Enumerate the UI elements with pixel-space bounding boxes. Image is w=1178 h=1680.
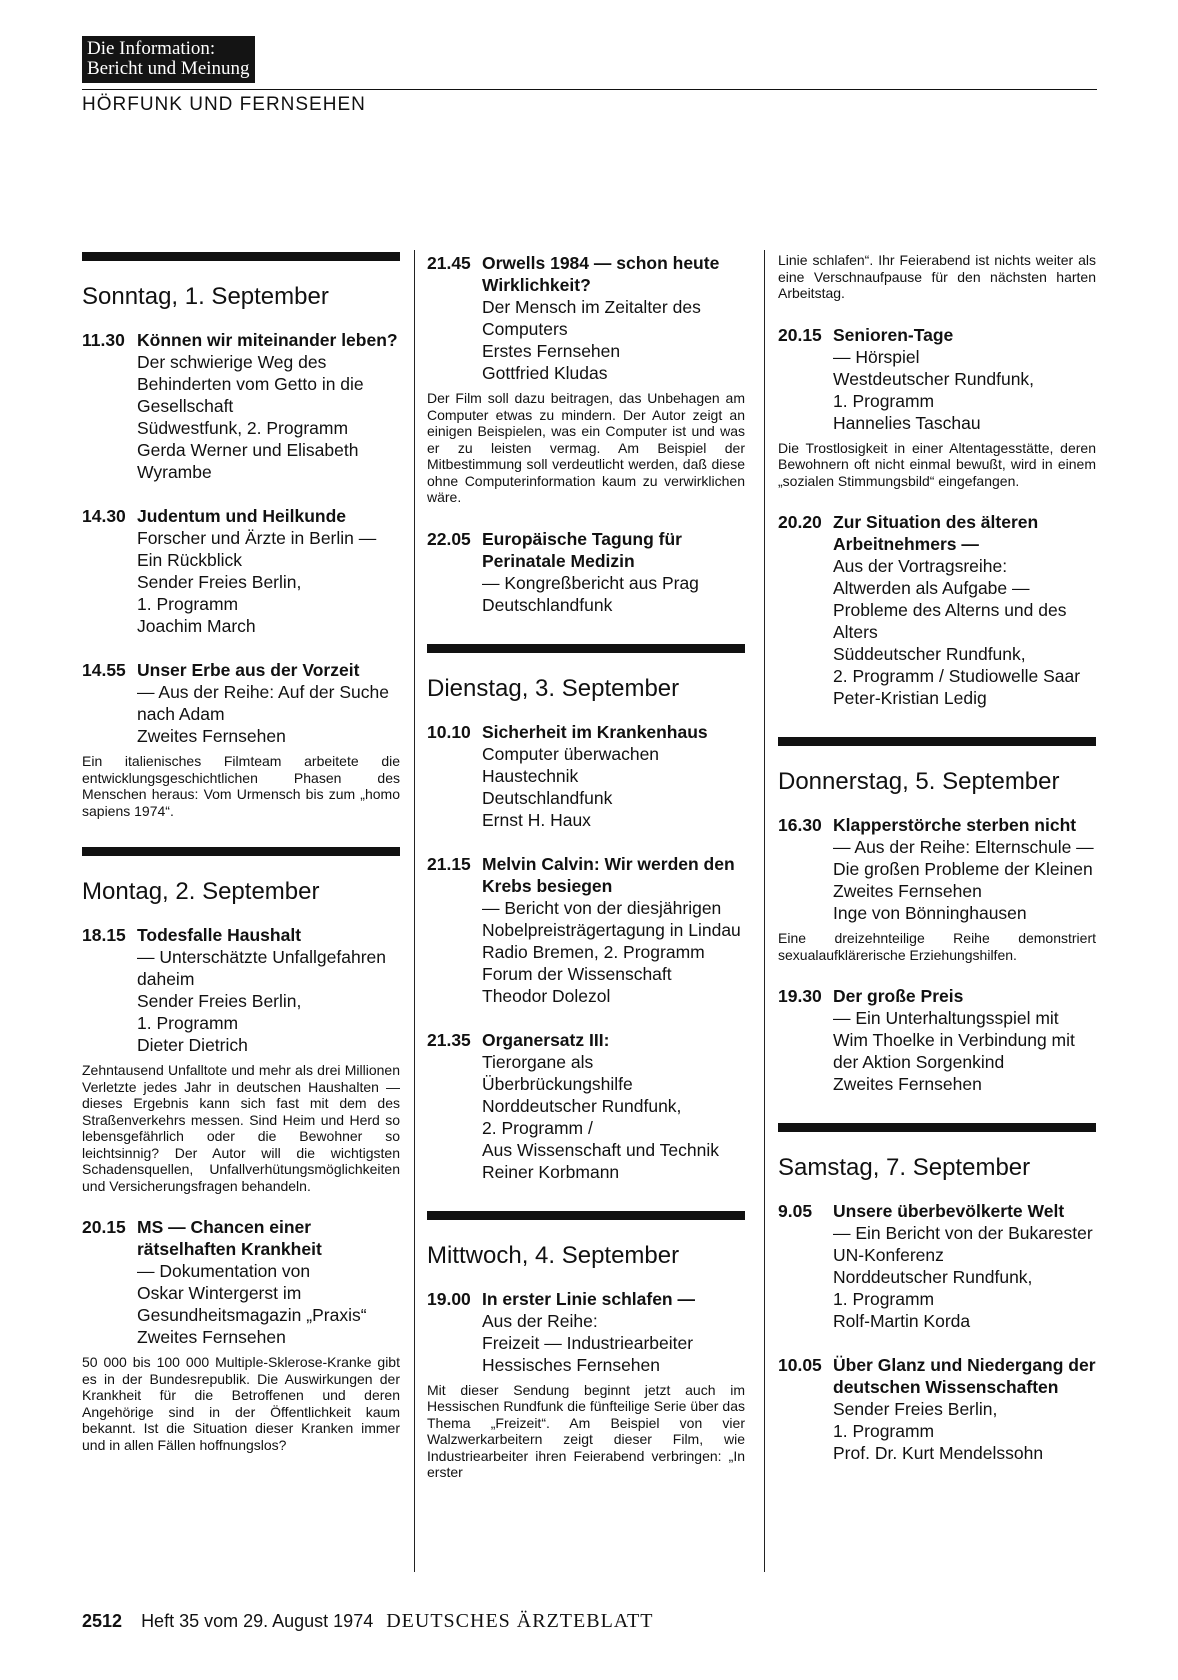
day-heading-mittwoch: Mittwoch, 4. September: [427, 1241, 680, 1269]
program-entry: [427, 252, 745, 384]
entry-line: Joachim March: [137, 616, 256, 636]
entry-title: Klapperstörche sterben nicht: [833, 815, 1077, 835]
program-entry: [82, 924, 400, 1056]
entry-time: 19.00: [427, 1288, 471, 1309]
entry-time: 20.15: [778, 324, 822, 345]
program-entry: [778, 324, 1096, 434]
entry-time: 21.15: [427, 853, 471, 874]
entry-line: Sender Freies Berlin,: [833, 1399, 998, 1419]
entry-line: Forum der Wissenschaft: [482, 963, 672, 984]
day-divider-bar: [82, 847, 400, 856]
entry-line: 2. Programm /: [482, 1117, 593, 1138]
program-entry: [778, 1200, 1096, 1332]
entry-title: Über Glanz und Niedergang der deutschen Wissenschaften: [833, 1355, 1096, 1397]
program-entry: [427, 721, 745, 831]
entry-line: Erstes Fernsehen: [482, 341, 621, 361]
entry-title: Sicherheit im Krankenhaus: [482, 721, 708, 742]
entry-line: Altwerden als Aufgabe — Probleme des Alterns und des Alters: [833, 578, 1067, 642]
entry-description: Mit dieser Sendung beginnt jetzt auch im Hessischen Rundfunk die fünfteilige Serie über das Thema „Freizeit“. Am Beispiel von vier Walzwerkarbeitern zeigt dieser Film, wie Industriearbeiter ihren Feierabend verbringen: „In erster: [427, 1381, 745, 1480]
entry-line: 1. Programm: [137, 1013, 239, 1033]
entry-title: Unser Erbe aus der Vorzeit: [137, 660, 360, 680]
entry-line: Ernst H. Haux: [482, 809, 591, 830]
entry-description-continued: Linie schlafen“. Ihr Feierabend ist nichts weiter als eine Verschnaufpause für den nächsten harten Arbeitstag.: [778, 252, 1096, 301]
column-separator: [764, 250, 765, 1572]
program-entry: [778, 511, 1096, 709]
entry-line: Deutschlandfunk: [482, 594, 613, 615]
entry-line: 1. Programm: [833, 390, 935, 411]
entry-line: Radio Bremen, 2. Programm: [482, 941, 705, 962]
program-entry: [427, 528, 745, 616]
entry-title: Melvin Calvin: Wir werden den Krebs besiegen: [482, 853, 735, 896]
column-3: [778, 252, 1096, 1464]
masthead: [82, 36, 255, 83]
entry-line: Aus Wissenschaft und Technik: [482, 1139, 720, 1160]
masthead-line-1: Die Information:: [87, 38, 216, 59]
entry-time: 10.05: [778, 1355, 822, 1375]
entry-description: Der Film soll dazu beitragen, das Unbehagen am Computer etwas zu mindern. Der Autor zeigt an einigen Beispielen, was ein Computer ist und was er zu leisten vermag. Am Beispiel der Mitbestimmung soll verdeutlicht werden, daß diese ohne Computerinformation kaum zu verwirklichen wäre.: [427, 390, 745, 505]
entry-line: — Ein Bericht von der Bukarester UN-Konferenz: [833, 1223, 1093, 1265]
entry-line: 1. Programm: [833, 1421, 935, 1441]
entry-line: 1. Programm: [833, 1289, 935, 1309]
entry-line: Südwestfunk, 2. Programm: [137, 418, 349, 438]
day-heading-montag: Montag, 2. September: [82, 878, 320, 905]
entry-line: Aus der Vortragsreihe:: [833, 556, 1008, 576]
entry-line: Der schwierige Weg des Behinderten vom Getto in die Gesellschaft: [137, 352, 364, 416]
entry-line: — Ein Unterhaltungsspiel mit Wim Thoelke in Verbindung mit der Aktion Sorgenkind: [833, 1008, 1075, 1072]
entry-line: — Unterschätzte Unfallgefahren daheim: [137, 947, 387, 989]
program-entry: [427, 853, 745, 1007]
entry-line: Zweites Fernsehen: [833, 881, 982, 901]
entry-line: Gottfried Kludas: [482, 363, 608, 383]
entry-line: Rolf-Martin Korda: [833, 1311, 971, 1331]
entry-line: — Kongreßbericht aus Prag: [482, 572, 699, 593]
entry-line: Prof. Dr. Kurt Mendelssohn: [833, 1443, 1044, 1463]
entry-line: Zweites Fernsehen: [137, 726, 286, 746]
entry-time: 16.30: [778, 815, 822, 835]
header-rule: [82, 89, 1097, 90]
entry-line: Der Mensch im Zeitalter des Computers: [482, 297, 701, 339]
entry-title: Europäische Tagung für Perinatale Medizin: [482, 528, 682, 571]
entry-description: Die Trostlosigkeit in einer Altentagesstätte, deren Bewohnern oft nicht einmal bewußt, wird in einem „sozialen Stimmungsbild“ eingefangen.: [778, 439, 1096, 489]
entry-time: 22.05: [427, 528, 471, 549]
entry-line: — Bericht von der diesjährigen Nobelpreisträgertagung in Lindau: [482, 897, 741, 940]
day-divider-bar: [82, 252, 400, 261]
program-entry: [778, 985, 1096, 1095]
entry-line: — Aus der Reihe: Elternschule — Die großen Probleme der Kleinen: [833, 837, 1094, 879]
entry-title: Der große Preis: [833, 986, 964, 1006]
entry-line: Inge von Bönninghausen: [833, 903, 1027, 923]
entry-line: Computer überwachen Haustechnik: [482, 743, 660, 786]
entry-line: Hessisches Fernsehen: [482, 1354, 660, 1375]
entry-line: — Dokumentation von: [137, 1261, 311, 1281]
entry-description: Ein italienisches Filmteam arbeitete die entwicklungsgeschichtlichen Phasen des Menschen heraus: Vom Urmensch bis zum „homo sapiens 1974“.: [82, 753, 400, 819]
entry-title: Zur Situation des älteren Arbeitnehmers —: [833, 512, 1039, 554]
entry-line: Deutschlandfunk: [482, 787, 613, 808]
program-entry: [82, 505, 400, 637]
section-title: HÖRFUNK UND FERNSEHEN: [82, 94, 366, 115]
entry-title: Senioren-Tage: [833, 324, 954, 345]
entry-time: 14.30: [82, 506, 126, 526]
entry-time: 21.35: [427, 1029, 471, 1050]
entry-description: Zehntausend Unfalltote und mehr als drei Millionen Verletzte jedes Jahr in deutschen Haushalten — dieses Ergebnis kann sich fast mit dem des Straßenverkehrs messen. Sind Heim und Herd so lebensgefährlich oder die Bewohner so leichtsinnig? Der Autor will die wichtigsten Schadensquellen, Unfallverhütungsmöglichkeiten und Versicherungsfragen behandeln.: [82, 1062, 400, 1194]
entry-line: Norddeutscher Rundfunk,: [482, 1095, 682, 1116]
entry-line: 1. Programm: [137, 594, 239, 614]
entry-line: Westdeutscher Rundfunk,: [833, 368, 1035, 389]
day-heading-samstag: Samstag, 7. September: [778, 1154, 1031, 1181]
day-divider-bar: [427, 1211, 745, 1220]
magazine-name: DEUTSCHES ÄRZTEBLATT: [386, 1610, 654, 1632]
program-entry: [778, 814, 1096, 924]
entry-line: Zweites Fernsehen: [137, 1327, 286, 1347]
entry-line: Zweites Fernsehen: [833, 1074, 982, 1094]
entry-time: 19.30: [778, 986, 822, 1006]
entry-line: Gerda Werner und Elisabeth Wyrambe: [137, 440, 359, 482]
entry-line: Dieter Dietrich: [137, 1035, 248, 1055]
entry-line: Oskar Wintergerst im Gesundheitsmagazin „Praxis“: [137, 1283, 367, 1325]
entry-description: 50 000 bis 100 000 Multiple-Sklerose-Kranke gibt es in der Bundesrepublik. Die Auswirkungen der Krankheit für die Betroffenen und deren Angehörige sind in der Öffentlichkeit kaum bekannt. Ist die Situation dieser Kranken immer und in allen Fällen hoffnungslos?: [82, 1354, 400, 1453]
entry-line: Reiner Korbmann: [482, 1161, 620, 1182]
entry-line: Tierorgane als Überbrückungshilfe: [482, 1051, 633, 1094]
entry-title: MS — Chancen einer rätselhaften Krankheit: [137, 1217, 322, 1259]
day-heading-donnerstag: Donnerstag, 5. September: [778, 768, 1060, 795]
day-divider-bar: [778, 1123, 1096, 1132]
entry-time: 14.55: [82, 660, 126, 680]
entry-line: Sender Freies Berlin,: [137, 572, 302, 592]
program-entry: [427, 1029, 745, 1183]
issue-info: Heft 35 vom 29. August 1974: [141, 1611, 374, 1631]
program-entry: [82, 1216, 400, 1348]
column-separator: [414, 250, 415, 1572]
entry-line: Hannelies Taschau: [833, 412, 981, 433]
column-1: [82, 252, 400, 1453]
program-entry: [82, 659, 400, 747]
program-entry: [427, 1288, 745, 1376]
entry-time: 9.05: [778, 1201, 813, 1221]
entry-line: Theodor Dolezol: [482, 985, 611, 1006]
entry-line: Norddeutscher Rundfunk,: [833, 1267, 1033, 1287]
entry-title: Judentum und Heilkunde: [137, 506, 347, 526]
page-footer: [82, 1610, 653, 1633]
entry-time: 20.15: [82, 1217, 126, 1237]
masthead-line-2: Bericht und Meinung: [87, 58, 250, 79]
entry-line: Aus der Reihe:: [482, 1310, 598, 1331]
entry-line: Freizeit — Industriearbeiter: [482, 1332, 694, 1353]
day-heading-sonntag: Sonntag, 1. September: [82, 283, 329, 310]
entry-line: 2. Programm / Studiowelle Saar: [833, 666, 1081, 686]
entry-line: Peter-Kristian Ledig: [833, 688, 987, 708]
entry-time: 10.10: [427, 721, 471, 742]
entry-line: Süddeutscher Rundfunk,: [833, 644, 1026, 664]
day-heading-dienstag: Dienstag, 3. September: [427, 674, 680, 702]
program-entry: [778, 1354, 1096, 1464]
entry-title: Orwells 1984 — schon heute Wirklichkeit?: [482, 253, 720, 295]
entry-title: In erster Linie schlafen —: [482, 1288, 695, 1309]
entry-title: Können wir miteinander leben?: [137, 330, 398, 350]
entry-time: 18.15: [82, 925, 126, 945]
day-divider-bar: [427, 644, 745, 653]
entry-description: Eine dreizehnteilige Reihe demonstriert sexualaufklärerische Erziehungshilfen.: [778, 930, 1096, 963]
entry-line: Forscher und Ärzte in Berlin — Ein Rückblick: [137, 528, 377, 570]
entry-line: — Aus der Reihe: Auf der Suche nach Adam: [137, 682, 389, 724]
entry-line: — Hörspiel: [833, 346, 920, 367]
entry-line: Sender Freies Berlin,: [137, 991, 302, 1011]
column-2: [427, 252, 745, 1481]
day-divider-bar: [778, 737, 1096, 746]
entry-time: 20.20: [778, 512, 822, 532]
entry-title: Organersatz III:: [482, 1029, 610, 1050]
entry-time: 11.30: [82, 330, 125, 350]
entry-time: 21.45: [427, 253, 471, 273]
program-entry: [82, 329, 400, 483]
entry-title: Unsere überbevölkerte Welt: [833, 1201, 1065, 1221]
entry-title: Todesfalle Haushalt: [137, 925, 302, 945]
page-number: 2512: [82, 1611, 123, 1631]
